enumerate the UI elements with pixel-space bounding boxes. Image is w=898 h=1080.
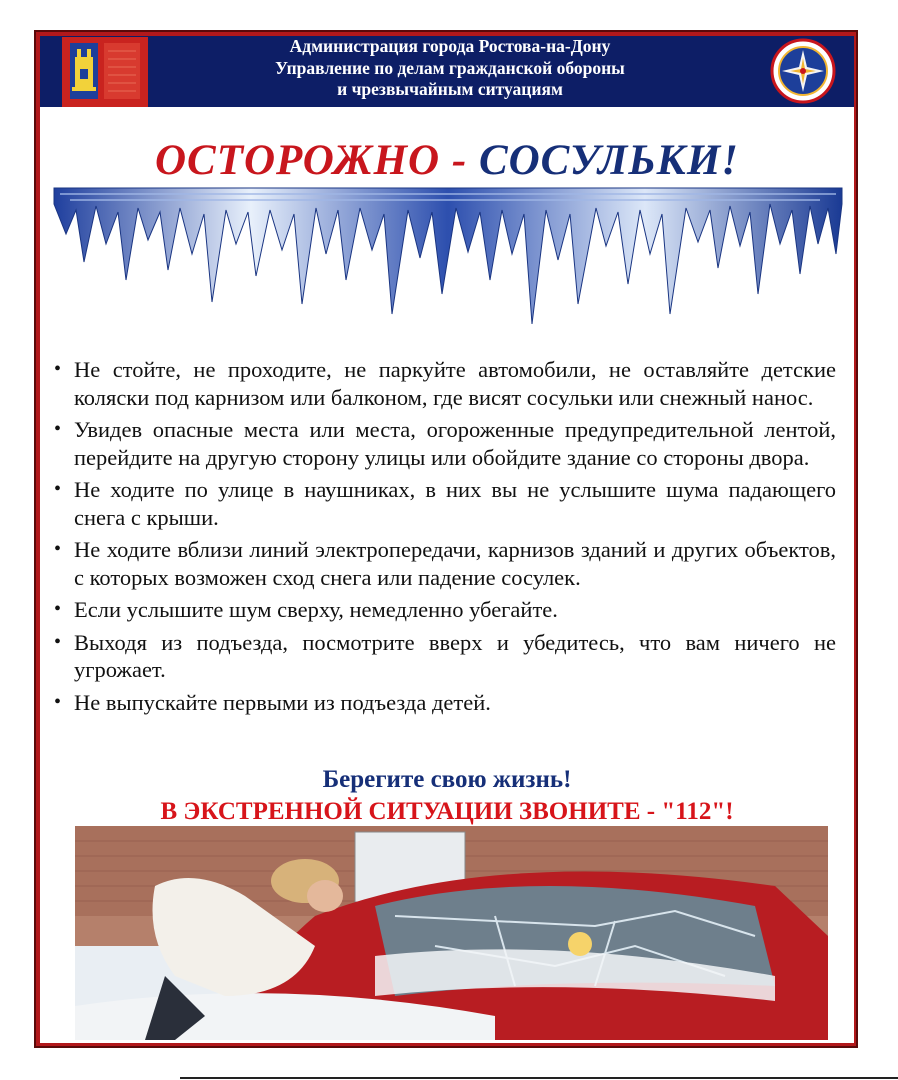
icicles-illustration [50,184,846,354]
rule-item: • Выходя из подъезда, посмотрите вверх и убедитесь, что вам ничего не угрожает. [52,629,836,684]
rule-item: • Увидев опасные места или места, огороженные предупредительной лентой, перейдите на другую сторону улицы или обойдите здание со стороны двора. [52,416,836,471]
safety-rules-list [52,356,836,721]
header-text [150,36,750,101]
bottom-divider [180,1077,898,1079]
save-life-slogan: Берегите свою жизнь! [322,766,572,793]
title-part-1: ОСТОРОЖНО - [154,137,468,184]
rule-item: • Не стойте, не проходите, не паркуйте автомобили, не оставляйте детские коляски под карнизом или балконом, где висят сосульки или снежный нанос. [52,356,836,411]
title-part-2: СОСУЛЬКИ! [478,137,740,184]
header-line-2: Управление по делам гражданской обороны [275,57,625,78]
rule-item: • Не ходите вблизи линий электропередачи, карнизов зданий и других объектов, с которых возможен сход снега или падение сосулек. [52,536,836,591]
rule-item: • Если услышите шум сверху, немедленно убегайте. [52,596,836,624]
rule-item: • Не ходите по улице в наушниках, в них вы не услышите шума падающего снега с крыши. [52,476,836,531]
damaged-car-photo [75,826,828,1040]
rostov-coat-of-arms-icon [62,37,148,107]
poster-title [40,136,854,186]
header-line-1: Администрация города Ростова-на-Дону [289,36,611,56]
emergency-ministry-star-icon [758,38,848,104]
header-line-3: и чрезвычайным ситуациям [337,79,563,99]
warning-subtitle: предупреждают: [383,108,511,127]
rule-item: • Не выпускайте первыми из подъезда детей. [52,689,836,717]
emergency-call-line: В ЭКСТРЕННОЙ СИТУАЦИИ ЗВОНИТЕ - "112"! [160,798,734,825]
